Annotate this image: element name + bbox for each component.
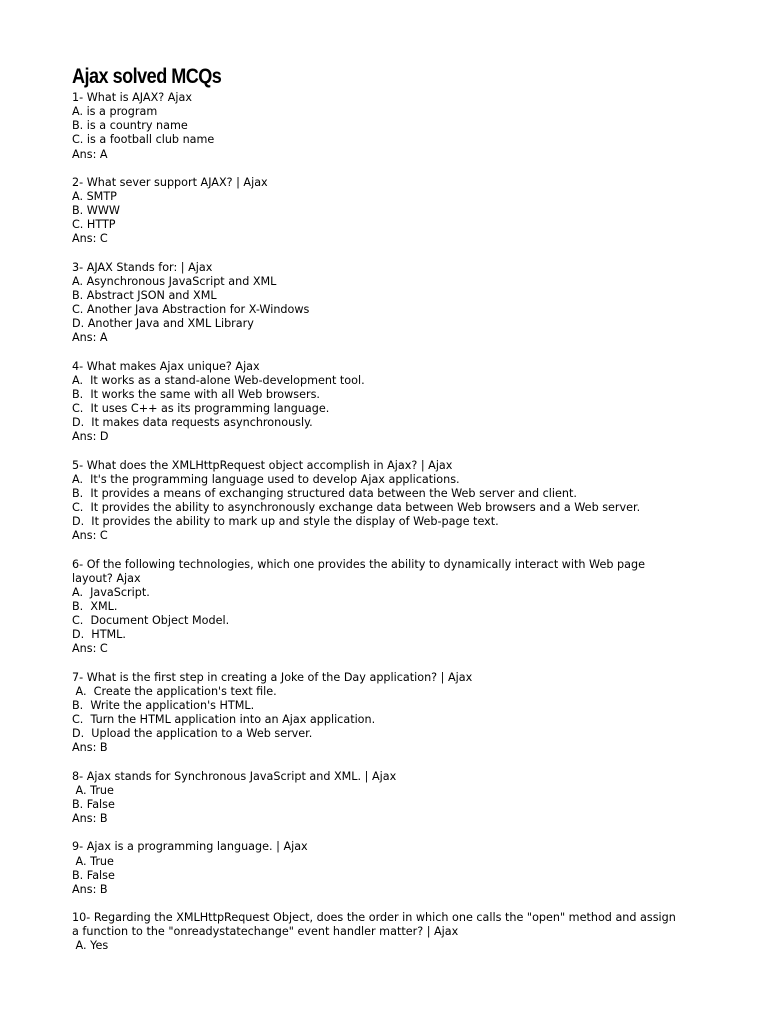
question-block: [72, 770, 712, 827]
question-line: D. It provides the ability to mark up and style the display of Web-page text.: [72, 515, 499, 529]
question-block: [72, 459, 712, 544]
question-line: Ans: C: [72, 642, 108, 656]
question-text: 2- What sever support AJAX? | Ajax: [72, 175, 268, 189]
question-block: [72, 558, 712, 657]
question-line: D. It makes data requests asynchronously.: [72, 416, 313, 430]
question-line: B. Abstract JSON and XML: [72, 288, 217, 302]
question-text: 6- Of the following technologies, which one provides the ability to dynamically interact with Web page: [72, 557, 645, 571]
question-block: [72, 671, 712, 756]
question-line: A. SMTP: [72, 189, 117, 203]
question-block: [72, 911, 712, 953]
question-line: C. Document Object Model.: [72, 614, 230, 628]
question-line: B. It provides a means of exchanging structured data between the Web server and client.: [72, 486, 577, 500]
question-line: A. is a program: [72, 105, 158, 119]
question-line: layout? Ajax: [72, 571, 141, 585]
question-line: B. is a country name: [72, 119, 188, 133]
question-line: A. It's the programming language used to develop Ajax applications.: [72, 472, 460, 486]
question-text: 1- What is AJAX? Ajax: [72, 91, 192, 104]
question-line: A. JavaScript.: [72, 585, 150, 599]
question-line: B. WWW: [72, 204, 120, 218]
question-line: B. It works the same with all Web browsers.: [72, 387, 320, 401]
question-line: Ans: B: [72, 812, 108, 826]
question-text: 10- Regarding the XMLHttpRequest Object, does the order in which one calls the "open" method and assign: [72, 911, 676, 925]
question-line: Ans: B: [72, 882, 108, 896]
question-block: [72, 176, 712, 247]
question-line: C. Turn the HTML application into an Ajax application.: [72, 713, 376, 727]
question-line: Ans: D: [72, 430, 109, 444]
question-line: C. HTTP: [72, 218, 116, 232]
question-line: Ans: B: [72, 741, 108, 755]
question-line: B. False: [72, 868, 115, 882]
question-block: [72, 360, 712, 445]
question-text: 3- AJAX Stands for: | Ajax: [72, 260, 213, 274]
question-text: 4- What makes Ajax unique? Ajax: [72, 359, 260, 373]
question-line: Ans: C: [72, 232, 108, 246]
question-text: 8- Ajax stands for Synchronous JavaScript and XML. | Ajax: [72, 769, 397, 783]
document-page: [72, 64, 712, 968]
question-line: D. Another Java and XML Library: [72, 317, 254, 331]
question-line: B. False: [72, 798, 115, 812]
question-line: C. It provides the ability to asynchronously exchange data between Web browsers and a Web server.: [72, 501, 641, 515]
question-line: A. It works as a stand-alone Web-development tool.: [72, 373, 365, 387]
question-text: 9- Ajax is a programming language. | Ajax: [72, 840, 308, 854]
question-text: 5- What does the XMLHttpRequest object accomplish in Ajax? | Ajax: [72, 458, 453, 472]
question-block: [72, 91, 712, 162]
question-text: 7- What is the first step in creating a Joke of the Day application? | Ajax: [72, 670, 473, 684]
question-line: A. Asynchronous JavaScript and XML: [72, 274, 277, 288]
document-title: Ajax solved MCQs: [72, 65, 222, 88]
question-line: C. It uses C++ as its programming language.: [72, 402, 330, 416]
question-block: [72, 840, 712, 897]
question-line: D. Upload the application to a Web server.: [72, 727, 313, 741]
question-line: A. True: [72, 783, 114, 797]
question-line: A. Create the application's text file.: [72, 684, 277, 698]
question-line: B. Write the application's HTML.: [72, 699, 255, 713]
question-line: B. XML.: [72, 600, 118, 614]
question-line: Ans: A: [72, 147, 108, 161]
question-line: a function to the "onreadystatechange" event handler matter? | Ajax: [72, 925, 459, 939]
question-line: A. Yes: [72, 939, 109, 953]
question-line: C. Another Java Abstraction for X-Windows: [72, 303, 310, 317]
question-line: Ans: C: [72, 529, 108, 543]
question-line: A. True: [72, 854, 114, 868]
question-line: Ans: A: [72, 331, 108, 345]
question-list: [72, 91, 712, 954]
question-line: D. HTML.: [72, 628, 126, 642]
question-block: [72, 261, 712, 346]
question-line: C. is a football club name: [72, 133, 215, 147]
